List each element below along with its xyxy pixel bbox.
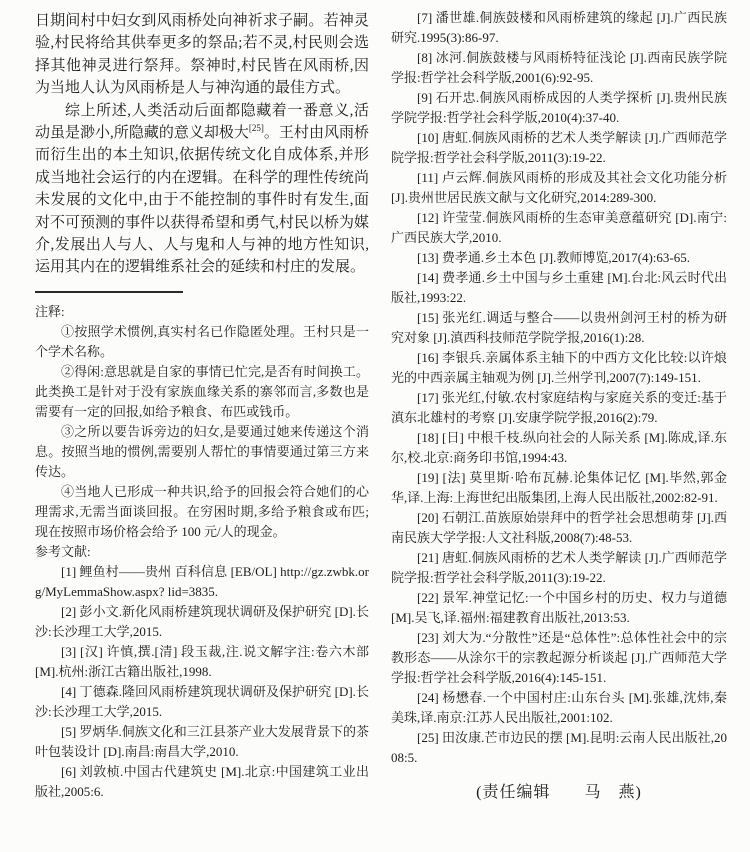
reference-item: [20] 石朝江.苗族原始崇拜中的哲学社会思想萌芽 [J].西南民族大学学报:人文社科版,2008(7):48-53. (391, 510, 727, 545)
footnote-divider (35, 291, 183, 293)
reference-item: [18] [日] 中根千枝.纵向社会的人际关系 [M].陈成,译.东尔,校.北京:商务印书馆,1994:43. (391, 430, 727, 465)
summary-text-pre: 综上所述,人类活动后面都隐藏着一番意义,活动虽是渺小,所隐藏的意义却极大 (35, 102, 369, 142)
note-item: ②得闲:意思就是自家的事情已忙完,是否有时间换工。此类换工是针对于没有家族血缘关系的寨邻而言,多数也是需要有一定的回报,如给予粮食、布匹或钱币。 (35, 363, 369, 419)
reference-item: [15] 张光红.调适与整合——以贵州剑河王村的桥为研究对象 [J].滇西科技师范学院学报,2016(1):28. (391, 310, 727, 345)
note-item: ①按照学术惯例,真实村名已作隐匿处理。王村只是一个学术名称。 (35, 323, 369, 359)
references-heading: 参考文献: (35, 543, 91, 559)
references-list-right (391, 8, 727, 768)
reference-item: [17] 张光红,付敏.农村家庭结构与家庭关系的变迁:基于滇东北雄村的考察 [J].安康学院学报,2016(2):79. (391, 390, 727, 425)
reference-item: [24] 杨懋春.一个中国村庄:山东台头 [M].张雄,沈炜,秦美珠,译.南京:江苏人民出版社,2001:102. (391, 690, 727, 725)
reference-item: [1] 鲤鱼村——贵州 百科信息 [EB/OL] http://gz.zwbk.org/MyLemmaShow.aspx? lid=3835. (35, 563, 369, 599)
reference-item: [11] 卢云辉.侗族风雨桥的形成及其社会文化功能分析 [J].贵州世居民族文献与文化研究,2014:289-300. (391, 170, 727, 205)
summary-text-post: 。王村由风雨桥而衍生出的本土知识,依据传统文化自成体系,并形成当地社会运行的内在逻辑。在科学的理性传统尚未发展的文化中,由于不能控制的事件时有发生,面对不可预测的事件以获得希望和勇气,村民以桥为媒介,发展出人与人、人与鬼和人与神的地方性知识,运用其内在的逻辑维系社会的延续和村庄的发展。 (35, 125, 369, 276)
note-item: ④当地人已形成一种共识,给予的回报会符合她们的心理需求,无需当面谈回报。在穷困时期,多给予粮食或布匹;现在按照市场价格会给予 100 元/人的现金。 (35, 483, 369, 539)
reference-item: [2] 彭小文.新化风雨桥建筑现状调研及保护研究 [D].长沙:长沙理工大学,2015. (35, 603, 369, 639)
reference-item: [6] 刘敦桢.中国古代建筑史 [M].北京:中国建筑工业出版社,2005:6. (35, 763, 369, 799)
reference-item: [4] 丁德森.隆回风雨桥建筑现状调研及保护研究 [D].长沙:长沙理工大学,2015. (35, 683, 369, 719)
notes-list (35, 322, 369, 542)
reference-item: [10] 唐虹.侗族风雨桥的艺术人类学解读 [J].广西师范学院学报:哲学社会科学版,2011(3):19-22. (391, 130, 727, 165)
body-paragraph-continued: 日期间村中妇女到风雨桥处向神祈求子嗣。若神灵验,村民将给其供奉更多的祭品;若不灵,村民则会选择其他神灵进行祭拜。祭神时,村民皆在风雨桥,因为当地人认为风雨桥是人与神沟通的最佳方式。 (35, 13, 369, 97)
reference-item: [21] 唐虹.侗族风雨桥的艺术人类学解读 [J].广西师范学院学报:哲学社会科学版,2011(3):19-22. (391, 550, 727, 585)
reference-item: [13] 费孝通.乡土本色 [J].教师博览,2017(4):63-65. (417, 250, 690, 265)
reference-item: [8] 冰河.侗族鼓楼与风雨桥特征浅论 [J].西南民族学院学报:哲学社会科学版,2001(6):92-95. (391, 50, 727, 85)
note-item: ③之所以要告诉旁边的妇女,是要通过她来传递这个消息。按照当地的惯例,需要别人帮忙的事情要通过第三方来传达。 (35, 423, 369, 479)
reference-item: [9] 石开忠.侗族风雨桥成因的人类学探析 [J].贵州民族学院学报:哲学社会科学版,2010(4):37-40. (391, 90, 727, 125)
citation-superscript: [25] (248, 123, 264, 134)
reference-item: [25] 田汝康.芒市边民的摆 [M].昆明:云南人民出版社,2008:5. (391, 730, 727, 765)
reference-item: [12] 许莹莹.侗族风雨桥的生态审美意蕴研究 [D].南宁:广西民族大学,2010. (391, 210, 727, 245)
reference-item: [22] 景军.神堂记忆:一个中国乡村的历史、权力与道德 [M].吴飞,译.福州:福建教育出版社,2013:53. (391, 590, 727, 625)
reference-item: [3] [汉] 许慎,撰.[清] 段玉裁,注.说文解字注:卷六木部 [M].杭州:浙江古籍出版社,1998. (35, 643, 369, 679)
reference-item: [19] [法] 莫里斯·哈布瓦赫.论集体记忆 [M].毕然,郭金华,译.上海:上海世纪出版集团,上海人民出版社,2002:82-91. (391, 470, 727, 505)
body-paragraph-summary (35, 100, 369, 279)
reference-item: [23] 刘大为.“分散性”还是“总体性”:总体性社会中的宗教形态——从涂尔干的宗教起源分析谈起 [J].广西师范大学学报:哲学社会科学版,2016(4):145-151. (391, 630, 727, 685)
right-column (391, 8, 727, 804)
editor-credit: (责任编辑 马 燕) (476, 784, 642, 801)
reference-item: [7] 潘世雄.侗族鼓楼和风雨桥建筑的缘起 [J].广西民族研究.1995(3):86-97. (391, 10, 727, 45)
notes-heading: 注释: (35, 303, 65, 319)
reference-item: [5] 罗炳华.侗族文化和三江县茶产业大发展背景下的茶叶包装设计 [D].南昌:南昌大学,2010. (35, 723, 369, 759)
reference-item: [14] 费孝通.乡土中国与乡土重建 [M].台北:风云时代出版社,1993:22. (391, 270, 727, 305)
reference-item: [16] 李银兵.亲属体系主轴下的中西方文化比较:以许烺光的中西亲属主轴观为例 [J].兰州学刊,2007(7):149-151. (391, 350, 727, 385)
references-list-left (35, 562, 369, 802)
left-column (35, 10, 369, 802)
